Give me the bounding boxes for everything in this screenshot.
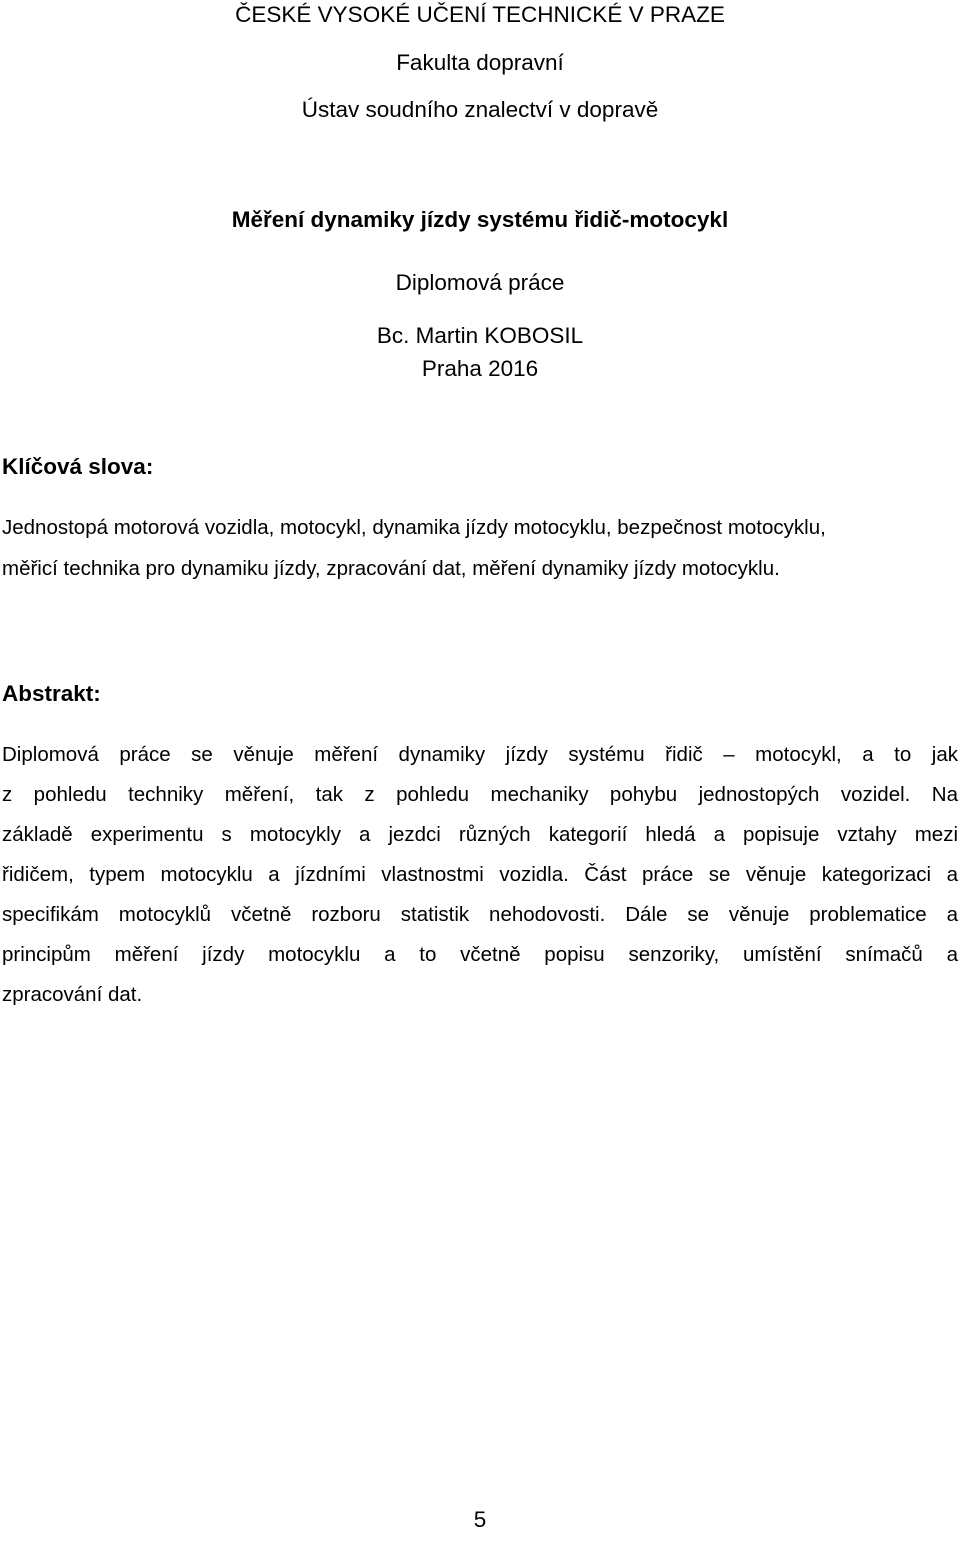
thesis-title: Měření dynamiky jízdy systému řidič-motocykl bbox=[231, 207, 729, 232]
page-number: 5 bbox=[473, 1507, 487, 1532]
abstract-heading: Abstrakt: bbox=[2, 681, 101, 706]
abstract-line: Diplomová práce se věnuje měření dynamiky jízdy systému řidič – motocykl, a to jak bbox=[2, 743, 958, 766]
abstract-line: z pohledu techniky měření, tak z pohledu mechaniky pohybu jednostopých vozidel. Na bbox=[2, 783, 958, 806]
keywords-heading: Klíčová slova: bbox=[2, 454, 154, 479]
place-year: Praha 2016 bbox=[421, 356, 539, 381]
institute-name: Ústav soudního znalectví v dopravě bbox=[301, 97, 659, 122]
abstract-line: principům měření jízdy motocyklu a to včetně popisu senzoriky, umístění snímačů a bbox=[2, 943, 958, 966]
keywords-line: Jednostopá motorová vozidla, motocykl, dynamika jízdy motocyklu, bezpečnost motocyklu, bbox=[2, 516, 826, 539]
university-name: ČESKÉ VYSOKÉ UČENÍ TECHNICKÉ V PRAZE bbox=[235, 2, 725, 27]
abstract-line: zpracování dat. bbox=[2, 983, 143, 1006]
thesis-type: Diplomová práce bbox=[395, 270, 565, 295]
abstract-line: řidičem, typem motocyklu a jízdními vlastnostmi vozidla. Část práce se věnuje kategorizaci a bbox=[2, 863, 958, 886]
author-name: Bc. Martin KOBOSIL bbox=[376, 323, 584, 348]
faculty-name: Fakulta dopravní bbox=[396, 50, 564, 75]
abstract-line: základě experimentu s motocykly a jezdci různých kategorií hledá a popisuje vztahy mezi bbox=[2, 823, 958, 846]
abstract-line: specifikám motocyklů včetně rozboru statistik nehodovosti. Dále se věnuje problematice a bbox=[2, 903, 958, 926]
keywords-line: měřicí technika pro dynamiku jízdy, zpracování dat, měření dynamiky jízdy motocyklu. bbox=[2, 557, 780, 580]
